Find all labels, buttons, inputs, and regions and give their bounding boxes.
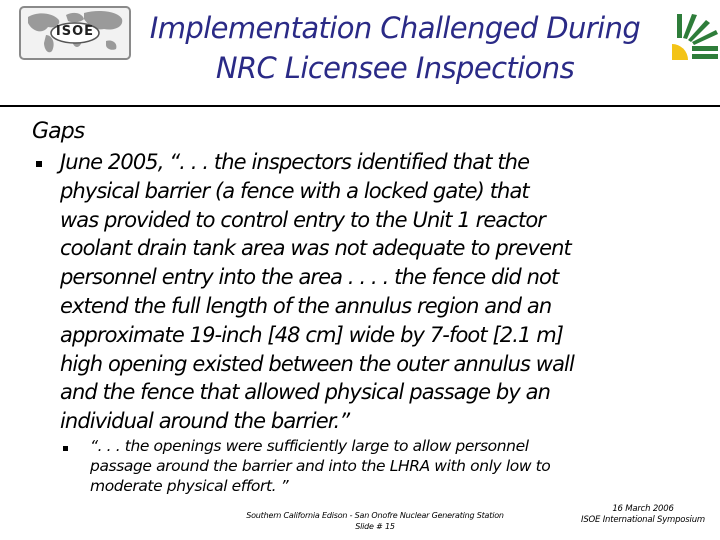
isoe-logo-text: ISOE bbox=[55, 24, 95, 39]
bullet-1-text: June 2005, “. . . the inspectors identified that the physical barrier (a fence with a locked gate) that was provided to control entry to the Unit 1 reactor coolant drain tank area was not adequate to prevent personnel entry into the area . . . . the fence did not extend the full length of the annulus region and an approximate 19-inch [48 cm] wide by 7-foot [2.1 m] high opening existed between the outer annulus wall and the fence that allowed physical passage by an individual around the barrier.” bbox=[60, 150, 574, 434]
isoe-logo bbox=[18, 5, 132, 61]
title-line-2: NRC Licensee Inspections bbox=[215, 51, 575, 85]
title-divider bbox=[0, 105, 720, 107]
bullet-square-icon bbox=[36, 161, 42, 167]
page-title bbox=[130, 8, 660, 88]
sub-bullet-square-icon bbox=[63, 446, 68, 451]
footer-right: 16 March 2006 ISOE International Symposium bbox=[581, 504, 705, 525]
bullet-2-text: “. . . the openings were sufficiently large to allow personnel passage around the barrier and into the LHRA with only low to moderate physical effort. ” bbox=[90, 437, 551, 495]
edison-sun-logo bbox=[672, 14, 718, 60]
section-label: Gaps bbox=[32, 119, 85, 144]
footer-center: Southern California Edison - San Onofre Nuclear Generating Station Slide # 15 bbox=[246, 511, 504, 531]
sunburst-icon bbox=[672, 14, 718, 60]
title-line-1: Implementation Challenged During bbox=[149, 11, 641, 45]
